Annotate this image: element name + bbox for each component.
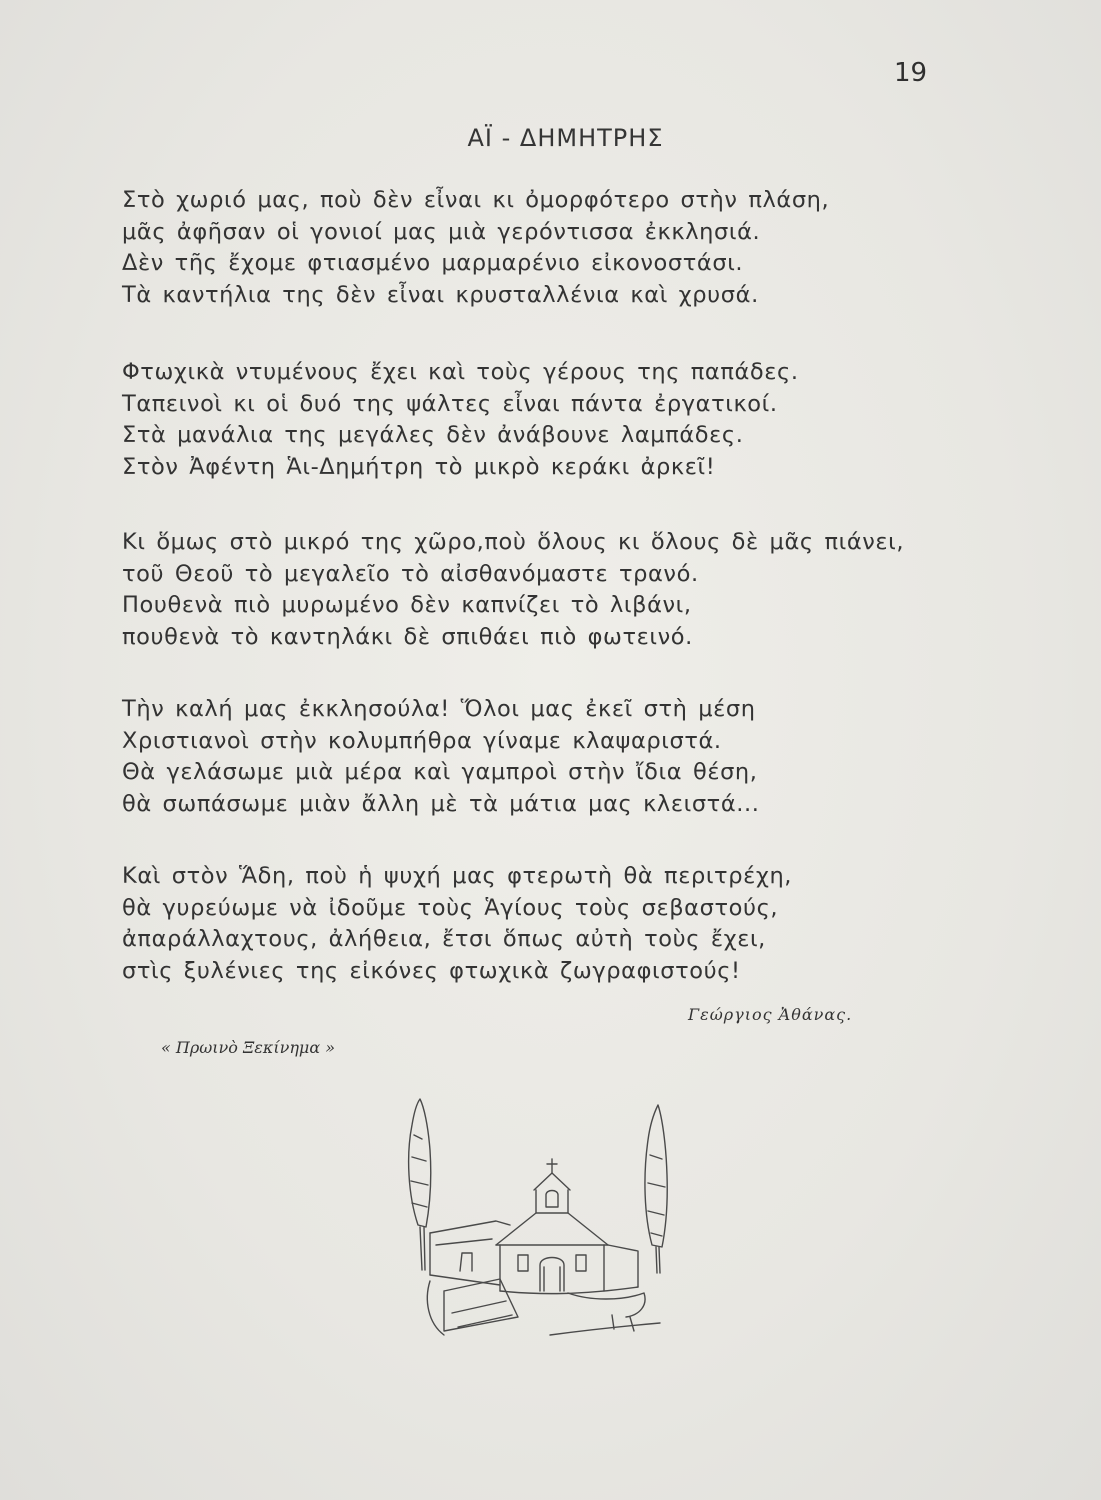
- stanza-1: [122, 185, 962, 311]
- poem-line: Δὲν τῆς ἔχομε φτιασμένο μαρμαρένιο εἰκονοστάσι.: [122, 250, 744, 276]
- chapel-sketch-icon: [400, 1095, 700, 1350]
- poem-title: ΑΪ - ΔΗΜΗΤΡΗΣ: [467, 124, 664, 152]
- poem-author: Γεώργιος Ἀθάνας.: [688, 1005, 853, 1024]
- poem-line: Στὸν Ἀφέντη Ἁι-Δημήτρη τὸ μικρὸ κεράκι ἀρκεῖ!: [122, 453, 716, 480]
- poem-line: Στὸ χωριό μας, ποὺ δὲν εἶναι κι ὀμορφότερο στὴν πλάση,: [122, 187, 830, 213]
- poem-line: Στὰ μανάλια της μεγάλες δὲν ἀνάβουνε λαμπάδες.: [122, 422, 744, 448]
- poem-line: Ταπεινοὶ κι οἱ δυό της ψάλτες εἶναι πάντα ἐργατικοί.: [122, 390, 778, 417]
- stanza-3: [122, 527, 962, 653]
- poem-line: Φτωχικὰ ντυμένους ἔχει καὶ τοὺς γέρους της παπάδες.: [122, 359, 799, 385]
- poem-line: Τὴν καλή μας ἐκκλησούλα! Ὅλοι μας ἐκεῖ στὴ μέση: [122, 696, 756, 722]
- poem-line: τοῦ Θεοῦ τὸ μεγαλεῖο τὸ αἰσθανόμαστε τρανό.: [122, 560, 699, 587]
- poem-line: μᾶς ἀφῆσαν οἱ γονιοί μας μιὰ γερόντισσα ἐκκλησιά.: [122, 218, 761, 245]
- stanza-2: [122, 357, 962, 483]
- poem-line: Καὶ στὸν Ἅδη, ποὺ ἡ ψυχή μας φτερωτὴ θὰ περιτρέχη,: [122, 863, 793, 889]
- poem-line: θὰ σωπάσωμε μιὰν ἄλλη μὲ τὰ μάτια μας κλειστά...: [122, 790, 760, 817]
- page-number: 19: [894, 58, 928, 88]
- poem-line: Θὰ γελάσωμε μιὰ μέρα καὶ γαμπροὶ στὴν ἴδια θέση,: [122, 759, 758, 785]
- poem-line: Πουθενὰ πιὸ μυρωμένο δὲν καπνίζει τὸ λιβάνι,: [122, 592, 692, 618]
- stanza-5: [122, 861, 962, 987]
- stanza-4: [122, 694, 962, 820]
- poem-line: στὶς ξυλένιες της εἰκόνες φτωχικὰ ζωγραφιστούς!: [122, 957, 741, 984]
- poem-line: θὰ γυρεύωμε νὰ ἰδοῦμε τοὺς Ἁγίους τοὺς σεβαστούς,: [122, 894, 779, 921]
- poem-line: πουθενὰ τὸ καντηλάκι δὲ σπιθάει πιὸ φωτεινό.: [122, 623, 693, 650]
- poem-line: Κι ὅμως στὸ μικρό της χῶρο,ποὺ ὅλους κι ὅλους δὲ μᾶς πιάνει,: [122, 529, 905, 555]
- poem-source: « Πρωινὸ Ξεκίνημα »: [161, 1038, 335, 1057]
- poem-line: Τὰ καντήλια της δὲν εἶναι κρυσταλλένια καὶ χρυσά.: [122, 281, 759, 308]
- poem-line: ἀπαράλλαχτους, ἀλήθεια, ἔτσι ὅπως αὐτὴ τοὺς ἔχει,: [122, 926, 766, 952]
- poem-line: Χριστιανοὶ στὴν κολυμπήθρα γίναμε κλαψαριστά.: [122, 727, 722, 754]
